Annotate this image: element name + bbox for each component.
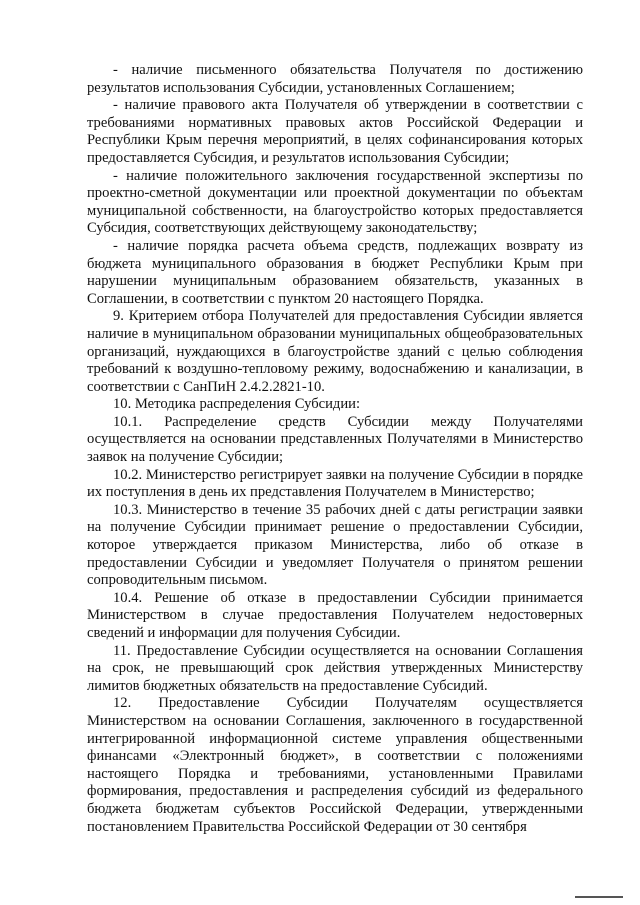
paragraph-item-10-4: 10.4. Решение об отказе в предоставлении Субсидии принимается Министерством в случае предоставления Получателем недостоверных сведений и информации для получения Субсидии.: [87, 589, 583, 641]
paragraph-item-10-3: 10.3. Министерство в течение 35 рабочих дней с даты регистрации заявки на получение Субсидии принимает решение о предоставлении Субсидии, которое утверждается приказом Министерства, либо об отказе в предоставлении Субсидии и уведомляет Получателя о принятом решении сопроводительным письмом.: [87, 501, 583, 589]
paragraph-expert-conclusion: - наличие положительного заключения государственной экспертизы по проектно-сметной документации или проектной документации по объектам муниципальной собственности, на благоустройство которых предоставляется Субсидия, соответствующих действующему законодательству;: [87, 167, 583, 237]
paragraph-item-9: 9. Критерием отбора Получателей для предоставления Субсидии является наличие в муниципальном образовании муниципальных общеобразовательных организаций, нуждающихся в благоустройстве зданий с целью соблюдения требований к воздушно-тепловому режиму, водоснабжению и канализации, в соответствии с СанПиН 2.4.2.2821-10.: [87, 308, 583, 395]
scan-mark: [575, 896, 623, 898]
paragraph-item-11: 11. Предоставление Субсидии осуществляется на основании Соглашения на срок, не превышающий срок действия утвержденных Министерству лимитов бюджетных обязательств на предоставление Субсидий.: [87, 642, 583, 694]
paragraph-written-obligation: - наличие письменного обязательства Получателя по достижению результатов использования Субсидии, установленных Соглашением;: [87, 62, 583, 96]
paragraph-refund-procedure: - наличие порядка расчета объема средств, подлежащих возврату из бюджета муниципального образования в бюджет Республики Крым при нарушении муниципальным образованием обязательств, указанных в Соглашении, в соответствии с пунктом 20 настоящего Порядка.: [87, 237, 583, 307]
paragraph-item-12: 12. Предоставление Субсидии Получателям осуществляется Министерством на основании Соглашения, заключенного в государственной интегрированной информационной системе управления общественными финансами «Электронный бюджет», в соответствии с положениями настоящего Порядка и требованиями, установленными Правилами формирования, предоставления и распределения субсидий из федерального бюджета бюджетам субъектов Российской Федерации, утвержденными постановлением Правительства Российской Федерации от 30 сентября: [87, 695, 583, 835]
paragraph-item-10-2: 10.2. Министерство регистрирует заявки на получение Субсидии в порядке их поступления в день их представления Получателем в Министерство;: [87, 466, 583, 501]
document-body: [87, 62, 583, 836]
paragraph-legal-act: - наличие правового акта Получателя об утверждении в соответствии с требованиями нормативных правовых актов Российской Федерации и Республики Крым перечня мероприятий, в целях софинансирования которых предоставляется Субсидия, и результатов использования Субсидии;: [87, 97, 583, 166]
paragraph-item-10: 10. Методика распределения Субсидии:: [113, 396, 361, 413]
paragraph-item-10-1: 10.1. Распределение средств Субсидии между Получателями осуществляется на основании представленных Получателями в Министерство заявок на получение Субсидии;: [87, 413, 583, 466]
